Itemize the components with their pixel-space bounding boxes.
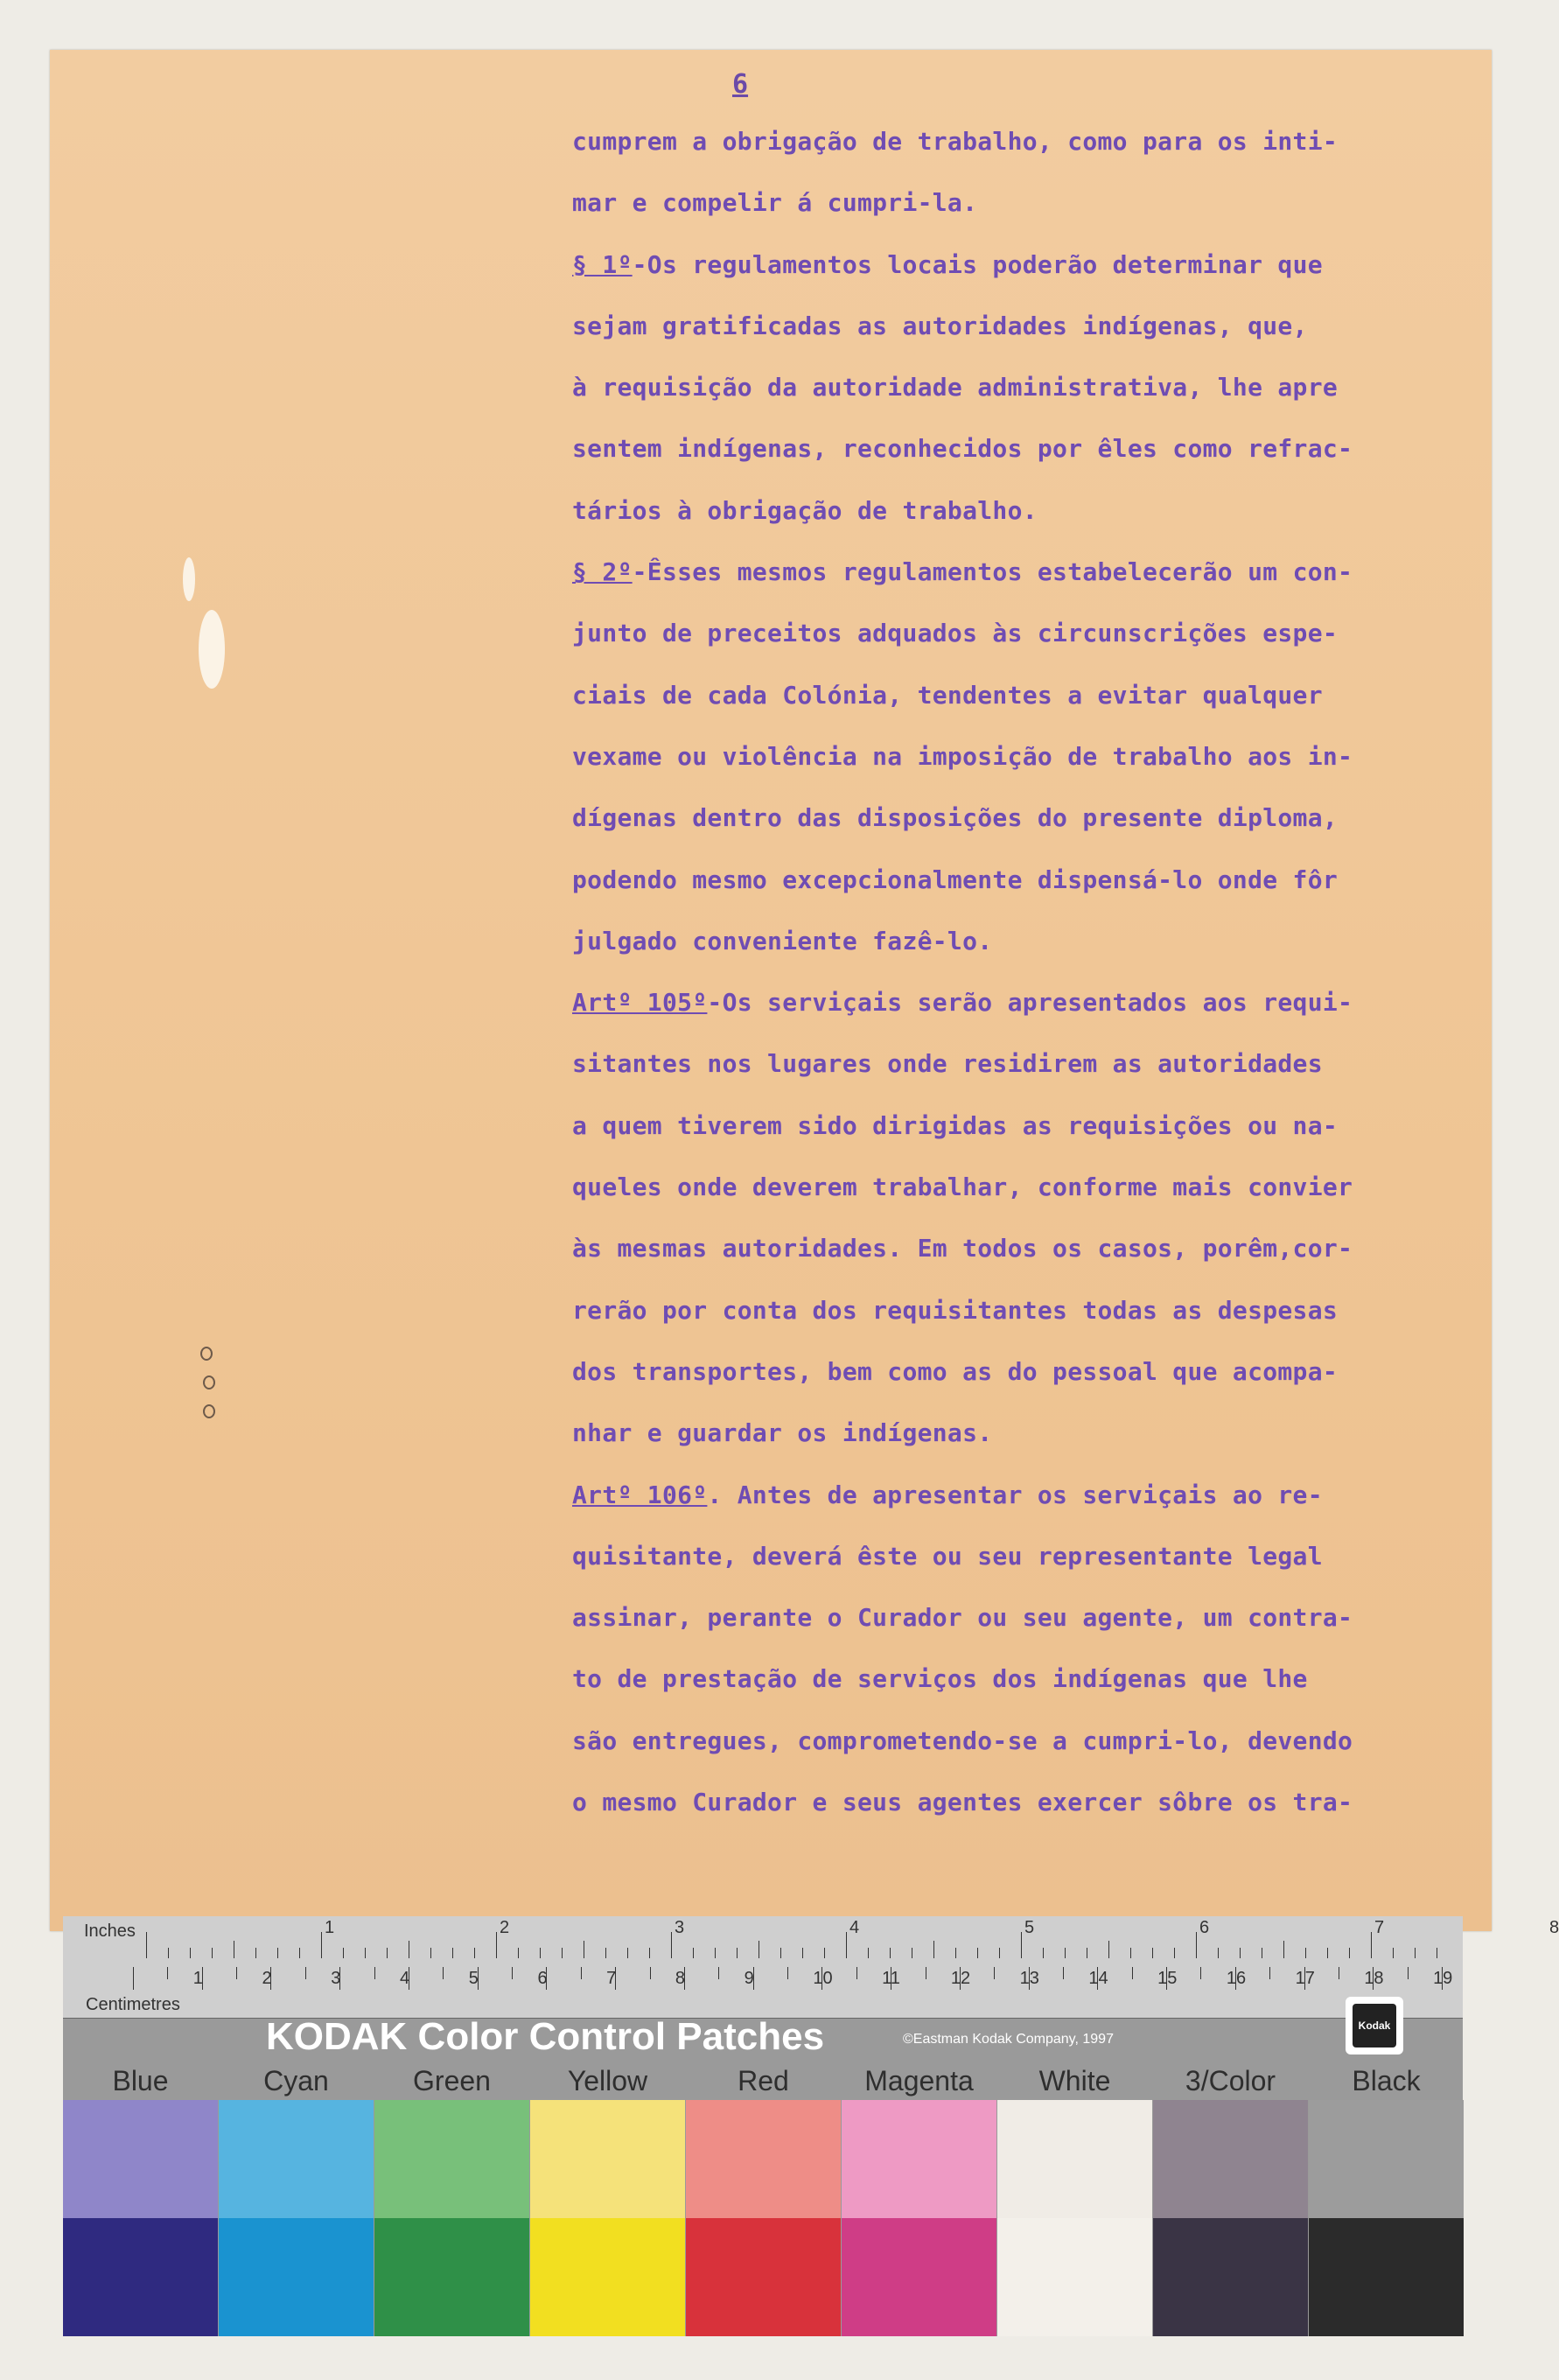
text-line [572, 480, 1492, 542]
punch-hole-mark [200, 1347, 213, 1361]
patch-label: Red [738, 2065, 789, 2096]
cm-number: 9 [744, 1969, 754, 1988]
color-patch-light [686, 2100, 841, 2218]
inches-label: Inches [84, 1922, 136, 1941]
patch-label: Black [1352, 2065, 1421, 2096]
cm-tick [512, 1967, 513, 1979]
line-text: assinar, perante o Curador ou seu agente, um contra- [572, 1603, 1353, 1633]
cm-number: 18 [1364, 1969, 1384, 1988]
line-text: a quem tiverem sido dirigidas as requisições ou na- [572, 1110, 1339, 1140]
inch-number: 5 [1024, 1918, 1035, 1937]
inch-tick [1130, 1948, 1131, 1958]
line-text: -Êsses mesmos regulamentos estabelecerão um con- [632, 557, 1353, 587]
text-line [572, 665, 1492, 726]
color-patch-light [1153, 2100, 1308, 2218]
inch-tick [255, 1948, 256, 1958]
kodak-color-control-strip [63, 1916, 1559, 2336]
text-line [572, 1587, 1492, 1648]
color-patch-light [63, 2100, 218, 2218]
cm-number: 4 [399, 1969, 410, 1988]
text-line [572, 911, 1492, 972]
color-patch-dark [842, 2218, 996, 2336]
cm-tick [994, 1967, 995, 1979]
color-patch-light [219, 2100, 374, 2218]
inch-tick [1283, 1941, 1284, 1958]
cm-number: 2 [262, 1969, 272, 1988]
inch-tick [868, 1948, 869, 1958]
text-line [572, 418, 1492, 480]
kodak-copyright: ©Eastman Kodak Company, 1997 [903, 2032, 1114, 2047]
punch-hole-mark [203, 1404, 215, 1418]
text-line [572, 1526, 1492, 1587]
cm-number: 17 [1295, 1969, 1315, 1988]
text-line [572, 296, 1492, 357]
inch-tick [605, 1948, 606, 1958]
color-patch-light [842, 2100, 996, 2218]
line-text: sentem indígenas, reconhecidos por êles como refrac- [572, 434, 1353, 464]
page-number: 6 [732, 69, 749, 100]
text-line [572, 1341, 1492, 1403]
text-line [572, 1711, 1492, 1772]
color-patch-light [997, 2100, 1152, 2218]
text-line [572, 172, 1492, 234]
inch-tick [693, 1948, 694, 1958]
inch-tick [168, 1948, 169, 1958]
inch-tick [890, 1948, 891, 1958]
inch-number: 6 [1199, 1918, 1210, 1937]
patch-label: Magenta [864, 2065, 974, 2096]
color-patch-dark [1309, 2218, 1464, 2336]
inch-tick [540, 1948, 541, 1958]
line-text: o mesmo Curador e seus agentes exercer sôbre os tra- [572, 1788, 1353, 1817]
color-patch-dark [374, 2218, 529, 2336]
inch-tick [1174, 1948, 1175, 1958]
document-page [50, 50, 1492, 1931]
cm-number: 19 [1433, 1969, 1453, 1988]
line-text: nhar e guardar os indígenas. [572, 1418, 993, 1448]
cm-number: 10 [813, 1969, 833, 1988]
line-text: rerão por conta dos requisitantes todas as despesas [572, 1295, 1339, 1325]
cm-tick [787, 1967, 788, 1979]
kodak-title: KODAK Color Control Patches [266, 2015, 825, 2058]
color-patch-light [530, 2100, 685, 2218]
inch-tick [430, 1948, 431, 1958]
cm-tick [1200, 1967, 1201, 1979]
text-line [572, 1403, 1492, 1464]
line-text: junto de preceitos adquados às circunscrições espe- [572, 619, 1339, 648]
cm-tick [1269, 1967, 1270, 1979]
cm-number: 16 [1226, 1969, 1247, 1988]
inch-tick [474, 1948, 475, 1958]
text-line [572, 850, 1492, 911]
measurement-ruler [63, 1916, 1559, 2019]
text-line [572, 357, 1492, 418]
inch-tick [321, 1932, 322, 1958]
color-patch-dark [63, 2218, 218, 2336]
inch-tick [1305, 1948, 1306, 1958]
color-patch-dark [686, 2218, 841, 2336]
color-patch-light [374, 2100, 529, 2218]
text-line [572, 788, 1492, 849]
paper-tear-mark [199, 610, 225, 689]
text-line [572, 1157, 1492, 1218]
inch-tick [780, 1948, 781, 1958]
inch-tick [1196, 1932, 1197, 1958]
cm-tick [236, 1967, 237, 1979]
cm-number: 12 [950, 1969, 971, 1988]
line-text: . Antes de apresentar os serviçais ao re- [707, 1480, 1323, 1509]
inch-tick [715, 1948, 716, 1958]
inch-tick [387, 1948, 388, 1958]
cm-tick [856, 1967, 857, 1979]
inch-tick [299, 1948, 300, 1958]
inch-tick [1065, 1948, 1066, 1958]
cm-number: 15 [1157, 1969, 1178, 1988]
text-line [572, 1648, 1492, 1710]
kodak-logo-icon [1346, 1997, 1403, 2054]
inch-tick [955, 1948, 956, 1958]
inch-tick [1218, 1948, 1219, 1958]
punch-hole-mark [203, 1376, 215, 1390]
cm-number: 6 [537, 1969, 548, 1988]
text-line [572, 1218, 1492, 1279]
text-line [572, 1033, 1492, 1095]
cm-tick [1408, 1967, 1409, 1979]
inch-number: 1 [325, 1918, 335, 1937]
cm-tick [374, 1967, 375, 1979]
inch-tick [802, 1948, 803, 1958]
inch-tick [671, 1932, 672, 1958]
line-text: cumprem a obrigação de trabalho, como para os inti- [572, 127, 1339, 156]
inch-tick [1152, 1948, 1153, 1958]
kodak-logo-text: Kodak [1353, 2004, 1396, 2048]
text-line [572, 111, 1492, 172]
line-text: ciais de cada Colónia, tendentes a evitar qualquer [572, 680, 1323, 710]
line-text: to de prestação de serviços dos indígenas que lhe [572, 1664, 1308, 1694]
line-text: sitantes nos lugares onde residirem as autoridades [572, 1049, 1323, 1079]
cm-number: 8 [675, 1969, 686, 1988]
line-text: mar e compelir á cumpri-la. [572, 188, 978, 218]
inch-number: 8 [1549, 1918, 1559, 1937]
cm-tick [581, 1967, 582, 1979]
color-patch-light [1309, 2100, 1464, 2218]
color-patch-dark [997, 2218, 1152, 2336]
centimetres-label: Centimetres [86, 1995, 180, 2014]
cm-number: 7 [606, 1969, 617, 1988]
inch-tick [146, 1932, 147, 1958]
inch-number: 3 [675, 1918, 685, 1937]
line-text: sejam gratificadas as autoridades indígenas, que, [572, 311, 1308, 340]
inch-tick [977, 1948, 978, 1958]
inch-tick [824, 1948, 825, 1958]
patch-label: Blue [112, 2065, 169, 2096]
inch-tick [1021, 1932, 1022, 1958]
line-text: podendo mesmo excepcionalmente dispensá-lo onde fôr [572, 864, 1339, 894]
cm-tick [718, 1967, 719, 1979]
inch-tick [190, 1948, 191, 1958]
patch-label: White [1038, 2065, 1111, 2096]
cm-tick [305, 1967, 306, 1979]
inch-tick [518, 1948, 519, 1958]
text-line [572, 1772, 1492, 1833]
inch-tick [999, 1948, 1000, 1958]
inch-tick [277, 1948, 278, 1958]
typed-text-body [572, 111, 1492, 1833]
line-text: à requisição da autoridade administrativa, lhe apre [572, 373, 1339, 402]
line-text: dos transportes, bem como as do pessoal que acompa- [572, 1356, 1339, 1386]
cm-number: 13 [1019, 1969, 1039, 1988]
paper-tear-mark [183, 557, 195, 601]
line-text: -Os regulamentos locais poderão determinar que [632, 249, 1323, 279]
text-line [572, 1096, 1492, 1157]
line-text: dígenas dentro das disposições do presente diploma, [572, 803, 1339, 833]
inch-tick [343, 1948, 344, 1958]
inch-tick [1043, 1948, 1044, 1958]
line-text: tários à obrigação de trabalho. [572, 495, 1038, 525]
inch-tick [562, 1948, 563, 1958]
text-line [572, 1465, 1492, 1526]
cm-number: 14 [1088, 1969, 1108, 1988]
line-text: vexame ou violência na imposição de trabalho aos in- [572, 741, 1353, 771]
inch-tick [1240, 1948, 1241, 1958]
text-line [572, 972, 1492, 1033]
patch-label: Green [413, 2065, 491, 2096]
color-patch-dark [219, 2218, 374, 2336]
inch-number: 2 [500, 1918, 510, 1937]
inch-tick [1393, 1948, 1394, 1958]
inch-tick [649, 1948, 650, 1958]
cm-tick [1132, 1967, 1133, 1979]
section-marker: Artº 106º [572, 1480, 708, 1509]
text-line [572, 726, 1492, 788]
cm-number: 1 [192, 1969, 203, 1988]
cm-number: 3 [331, 1969, 341, 1988]
line-text: às mesmas autoridades. Em todos os casos, porêm,cor- [572, 1234, 1353, 1264]
inch-tick [212, 1948, 213, 1958]
cm-tick [650, 1967, 651, 1979]
inch-tick [496, 1932, 497, 1958]
inch-tick [933, 1941, 934, 1958]
inch-tick [737, 1948, 738, 1958]
inch-tick [1327, 1948, 1328, 1958]
cm-tick [1063, 1967, 1064, 1979]
inch-tick [627, 1948, 628, 1958]
patch-label: 3/Color [1185, 2065, 1276, 2096]
section-marker: Artº 105º [572, 988, 708, 1018]
line-text: queles onde deverem trabalhar, conforme mais convier [572, 1172, 1353, 1202]
inch-number: 7 [1374, 1918, 1385, 1937]
section-marker: § 1º [572, 249, 633, 279]
inch-tick [1415, 1948, 1416, 1958]
inch-tick [1349, 1948, 1350, 1958]
inch-tick [365, 1948, 366, 1958]
color-patch-dark [1153, 2218, 1308, 2336]
text-line [572, 542, 1492, 603]
inch-number: 4 [849, 1918, 860, 1937]
inch-tick [1108, 1941, 1109, 1958]
text-line [572, 603, 1492, 664]
cm-tick [133, 1967, 134, 1990]
line-text: julgado conveniente fazê-lo. [572, 926, 993, 956]
text-line [572, 1280, 1492, 1341]
line-text: -Os serviçais serão apresentados aos requi- [707, 988, 1353, 1018]
patch-label: Yellow [567, 2065, 648, 2096]
text-line [572, 234, 1492, 296]
inch-tick [846, 1932, 847, 1958]
cm-tick [167, 1967, 168, 1979]
cm-number: 11 [882, 1969, 900, 1988]
line-text: são entregues, comprometendo-se a cumpri-lo, devendo [572, 1726, 1353, 1755]
inch-tick [452, 1948, 453, 1958]
inch-tick [1371, 1932, 1372, 1958]
cm-tick [443, 1967, 444, 1979]
color-patch-dark [530, 2218, 685, 2336]
patch-label: Cyan [263, 2065, 329, 2096]
section-marker: § 2º [572, 557, 633, 587]
cm-number: 5 [468, 1969, 479, 1988]
line-text: quisitante, deverá êste ou seu representante legal [572, 1541, 1323, 1571]
